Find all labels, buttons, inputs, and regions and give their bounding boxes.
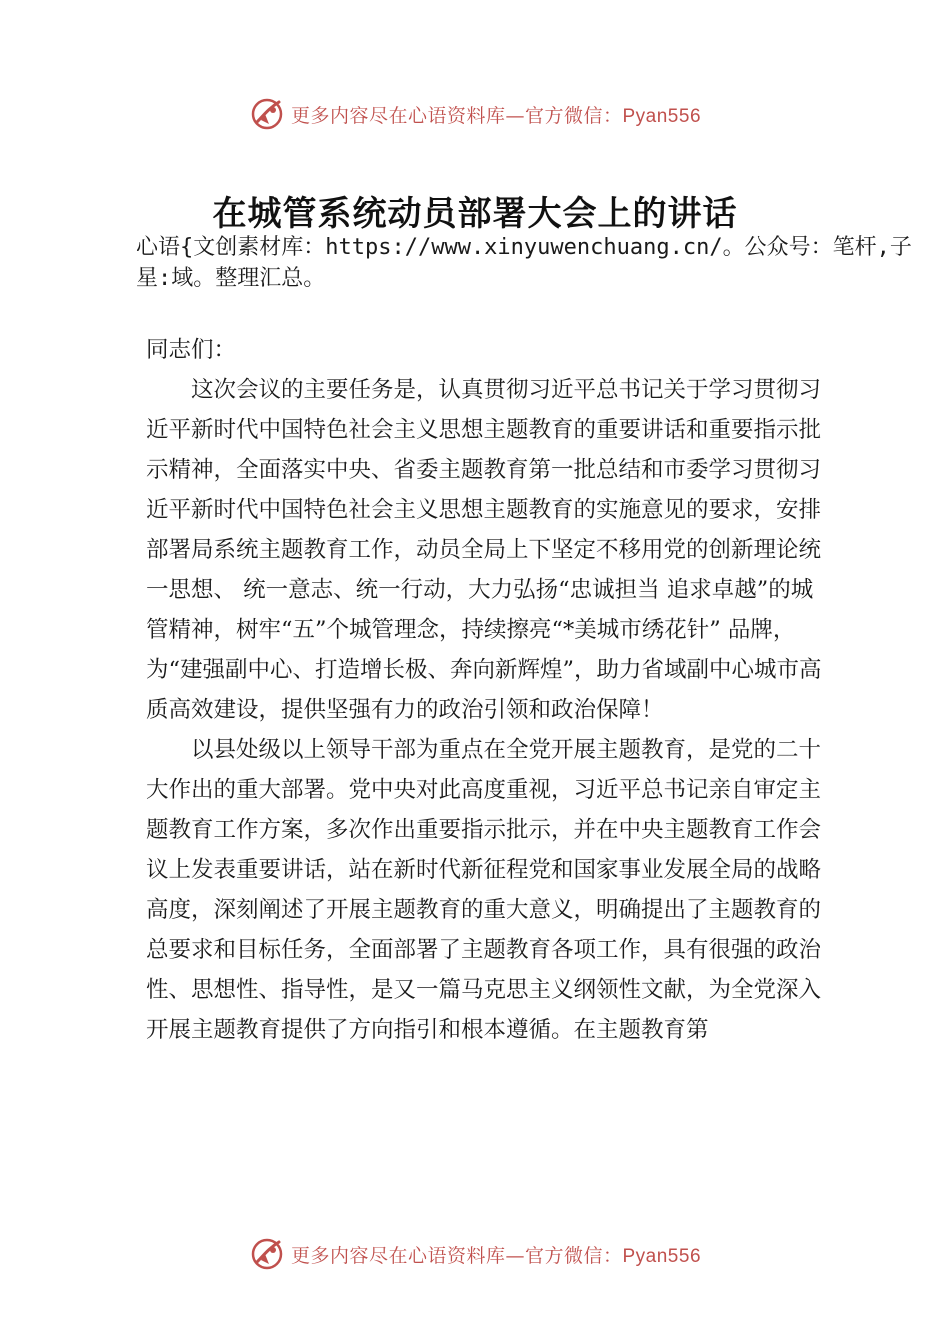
paragraph-1: 这次会议的主要任务是，认真贯彻习近平总书记关于学习贯彻习近平新时代中国特色社会主义思想主题教育的重要讲话和重要指示批示精神，全面落实中央、省委主题教育第一批总结和市委学习贯彻习近平新时代中国特色社会主义思想主题教育的实施意见的要求，安排部署局系统主题教育工作，动员全局上下坚定不移用党的创新理论统一思想、 统一意志、统一行动，大力弘扬“忠诚担当 追求卓越”的城管精神，树牢“五”个城管理念，持续擦亮“*美城市绣花针” 品牌，为“建强副中心、打造增长极、奔向新辉煌”，助力省域副中心城市高质高效建设，提供坚强有力的政治引领和政治保障！ bbox=[146, 377, 822, 723]
banner-label: 更多内容尽在心语资料库—官方微信： bbox=[290, 1244, 623, 1267]
brush-logo-icon bbox=[249, 96, 285, 132]
document-body bbox=[146, 330, 826, 1050]
source-note: 心语{文创素材库：https://www.xinyuwenchuang.cn/。公众号：笔杆,子星:域。整理汇总。 bbox=[136, 235, 912, 291]
banner-label: 更多内容尽在心语资料库—官方微信： bbox=[290, 104, 623, 127]
salutation: 同志们： bbox=[146, 337, 237, 363]
brush-logo-icon bbox=[249, 1236, 285, 1272]
header-watermark-banner bbox=[0, 94, 950, 134]
banner-text bbox=[291, 1241, 701, 1268]
document-title: 在城管系统动员部署大会上的讲话 bbox=[212, 194, 738, 234]
banner-text bbox=[291, 101, 701, 128]
wechat-id: Pyan556 bbox=[622, 105, 702, 127]
footer-watermark-banner bbox=[0, 1234, 950, 1274]
paragraph-2: 以县处级以上领导干部为重点在全党开展主题教育，是党的二十大作出的重大部署。党中央对此高度重视，习近平总书记亲自审定主题教育工作方案，多次作出重要指示批示，并在中央主题教育工作会议上发表重要讲话，站在新时代新征程党和国家事业发展全局的战略高度，深刻阐述了开展主题教育的重大意义，明确提出了主题教育的总要求和目标任务，全面部署了主题教育各项工作，具有很强的政治性、思想性、指导性，是又一篇马克思主义纲领性文献，为全党深入开展主题教育提供了方向指引和根本遵循。在主题教育第 bbox=[146, 737, 822, 1043]
wechat-id: Pyan556 bbox=[622, 1245, 702, 1267]
